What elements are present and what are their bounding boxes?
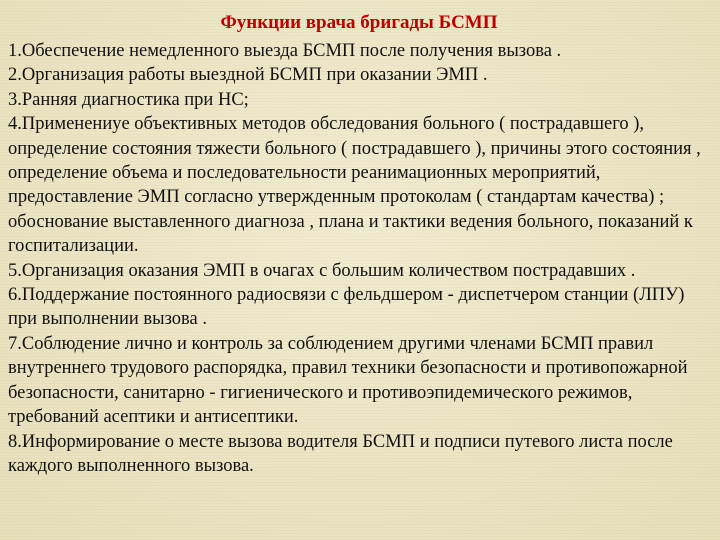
list-item-8: 8.Информирование о месте вызова водителя БСМП и подписи путевого листа после каждого выполненного вызова. [8, 431, 673, 476]
list-item-2: 2.Организация работы выездной БСМП при оказании ЭМП . [8, 65, 488, 86]
list-item-1: 1.Обеспечение немедленного выезда БСМП после получения вызова . [8, 41, 562, 61]
list-item-4: 4.Применениye объективных методов обследования больного ( пострадавшего ), определение состояния тяжести больного ( пострадавшего ), причины этого состояния , определение объема и последовательности реанимационных мероприятий, предоставление ЭМП согласно утвержденным протоколам ( стандартам качества) ; обоснование выставленного диагноза , плана и тактики ведения больного, показаний к госпитализации. [8, 114, 701, 257]
list-item-7: 7.Соблюдение лично и контроль за соблюдением другими членами БСМП правил внутреннего трудового распорядка, правил техники безопасности и противопожарной безопасности, санитарно - гигиенического и противоэпидемического режимов, требований асептики и антисептики. [8, 333, 688, 428]
list-item-5: 5.Организация оказания ЭМП в очагах с большим количеством пострадавших . [8, 260, 636, 281]
list-item-3: 3.Ранняя диагностика при НС; [8, 89, 249, 110]
list-item-6: 6.Поддержание постоянного радиосвязи с фельдшером - диспетчером станции (ЛПУ) при выполнении вызова . [8, 285, 685, 330]
functions-list [8, 39, 710, 478]
slide-title: Функции врача бригады БСМП [220, 12, 498, 33]
